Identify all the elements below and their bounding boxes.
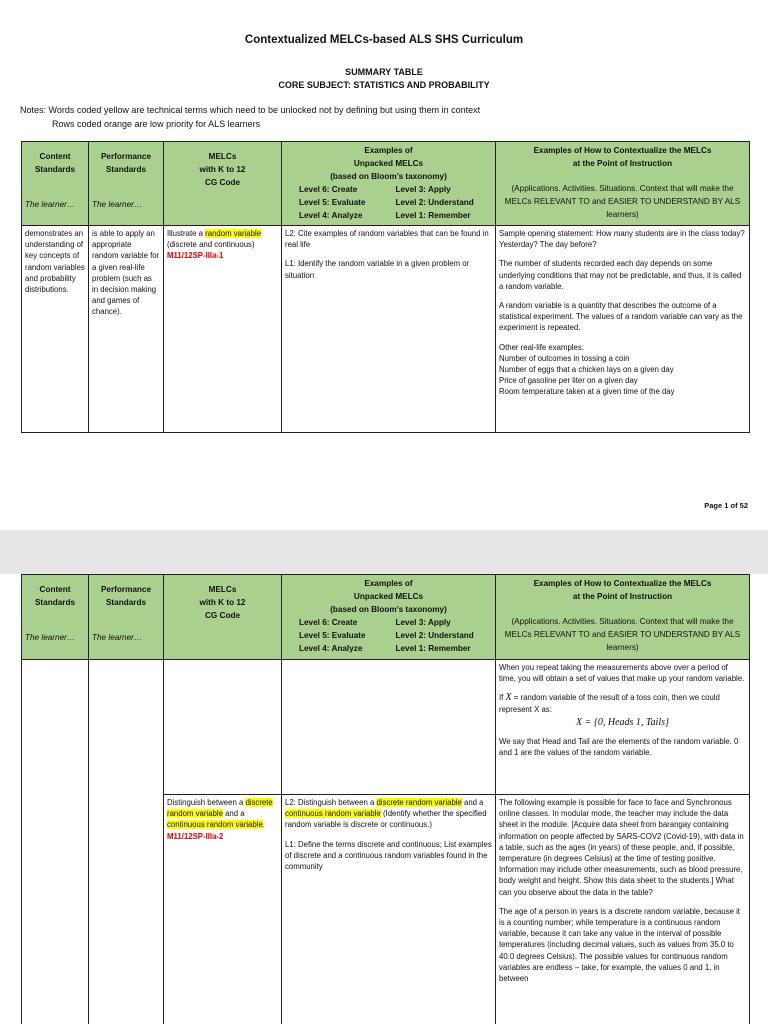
page-2 [0,574,768,1024]
header-melcs: MELCs with K to 12 CG Code [164,575,282,660]
summary-table-title: SUMMARY TABLE [345,67,423,77]
highlighted-term: discrete random variable [376,798,462,807]
content-standard-cell [22,660,89,1024]
table-header-row [22,142,750,226]
highlighted-term: random variable [205,229,262,238]
header-unpacked-melcs: Examples of Unpacked MELCs (based on Bloom’s taxonomy) Level 6: Create Level 3: Apply Level 5: Evaluate Level 2: Understand Level 4: Analyze Level 1: Remember [282,575,496,660]
content-standard-cell: demonstrates an understanding of key concepts of random variables and probability distributions. [22,226,89,433]
performance-standard-cell [89,660,164,1024]
header-contextualize: Examples of How to Contextualize the MELCs at the Point of Instruction (Applications. Activities. Situations. Context that will make the MELCs RELEVANT TO and EASIER TO UNDERSTAND BY ALS learners) [496,575,750,660]
header-learner: The learner… [25,633,76,642]
summary-heading [0,66,768,92]
header-content-standards: Content Standards The learner… [22,142,89,226]
melc-cell [164,660,282,795]
summary-table-page-2 [21,574,750,1024]
list-item: Number of outcomes in tossing a coin [499,353,630,363]
header-performance-standards: Performance Standards The learner… [89,575,164,660]
list-item: Number of eggs that a chicken lays on a given day [499,365,674,375]
header-learner: The learner… [92,633,143,642]
notes-line-1: Notes: Words coded yellow are technical terms which need to be unlocked not by defining but using them in context [20,105,481,115]
variable-x: X [505,692,512,704]
summary-table-page-1 [21,141,750,433]
cg-code: M11/12SP-IIIa-2 [167,831,224,841]
highlighted-term: continuous random variable [285,809,381,819]
random-variable-formula: X = {0, Heads 1, Tails} [576,716,669,728]
contextualize-cell: Sample opening statement: How many students are in the class today? Yesterday? The day before? The number of students recorded each day depends on some underlying conditions that may not be predictable, and thus, it is called a random variable. A random variable is a quantity that describes the outcome of a statistical experiment. The values of a random variable can vary as the experiment is repeated. Other real-life examples: Number of outcomes in tossing a coin Number of eggs that a chicken lays on a given day Price of gasoline per liter on a given day Room temperature taken at a given time of the day [496,226,750,433]
table-row [22,660,750,795]
header-unpacked-melcs: Examples of Unpacked MELCs (based on Bloom’s taxonomy) Level 6: Create Level 3: Apply Level 5: Evaluate Level 2: Understand Level 4: Analyze Level 1: Remember [282,142,496,226]
notes-line-2: Rows coded orange are low priority for ALS learners [52,119,261,129]
table-row [22,226,750,433]
unpacked-melc-cell: L2: Distinguish between a discrete random variable and a continuous random variable (Identify whether the specified random variable is discrete or continuous.) L1: Define the terms discrete and continuous; List examples of discrete and a continuous random variables found in the community [282,795,496,1024]
unpacked-melc-cell [282,660,496,795]
cg-code: M11/12SP-IIIa-1 [167,251,224,261]
header-melcs: MELCs with K to 12 CG Code [164,142,282,226]
unpacked-melc-cell: L2: Cite examples of random variables that can be found in real life L1: Identify the random variable in a given problem or situation [282,226,496,433]
list-item: Price of gasoline per liter on a given day [499,376,638,386]
page-separator [0,530,768,574]
header-learner: The learner… [25,200,76,209]
melc-cell: Illustrate a random variable (discrete and continuous) M11/12SP-IIIa-1 [164,226,282,433]
header-performance-standards: Performance Standards The learner… [89,142,164,226]
core-subject: CORE SUBJECT: STATISTICS AND PROBABILITY [278,80,490,90]
notes [20,103,480,131]
header-contextualize: Examples of How to Contextualize the MELCs at the Point of Instruction (Applications. Activities. Situations. Context that will make the MELCs RELEVANT TO and EASIER TO UNDERSTAND BY ALS learners) [496,142,750,226]
page-number: Page 1 of 52 [704,501,748,510]
list-item: Room temperature taken at a given time of the day [499,387,675,397]
contextualize-cell: The following example is possible for face to face and Synchronous online classes. In modular mode, the teacher may include the data sheet in the module. [Acquire data sheet from barangay containing information on people affected by SARS-COV2 (Covid-19), with data in a table, such as the ages (in years) of these people, and, if possible, temperature (in degrees Celsius) at the time of testing positive. Information may include other measurements, such as blood pressure, body weight and height. Show this data sheet to the students.] What can you observe about the data in the table? The age of a person in years is a discrete random variable, because it is a counting number; while temperature is a continuous random variable, because it can take any value in the interval of possible temperatures (including decimal values, such as values from 35.0 to 40.0 degrees Celsius). The possible values for continuous random variables are endless – take, for example, the values 0 and 1, in between [496,795,750,1024]
document-title: Contextualized MELCs-based ALS SHS Curriculum [244,34,524,46]
header-content-standards: Content Standards The learner… [22,575,89,660]
melc-cell: Distinguish between a discrete random variable and a continuous random variable. M11/12SP-IIIa-2 [164,795,282,1024]
contextualize-cell: When you repeat taking the measurements above over a period of time, you will obtain a set of values that make up your random variable. If X = random variable of the result of a toss coin, then we could represent X as: X = {0, Heads 1, Tails} We say that Head and Tail are the elements of the random variable. 0 and 1 are the values of the random variable. [496,660,750,795]
table-header-row [22,575,750,660]
performance-standard-cell: is able to apply an appropriate random variable for a given real-life problem (such as in decision making and games of chance). [89,226,164,433]
header-learner: The learner… [92,200,143,209]
highlighted-term: continuous random variable [167,820,263,830]
highlighted-term: discrete random variable [167,798,273,819]
